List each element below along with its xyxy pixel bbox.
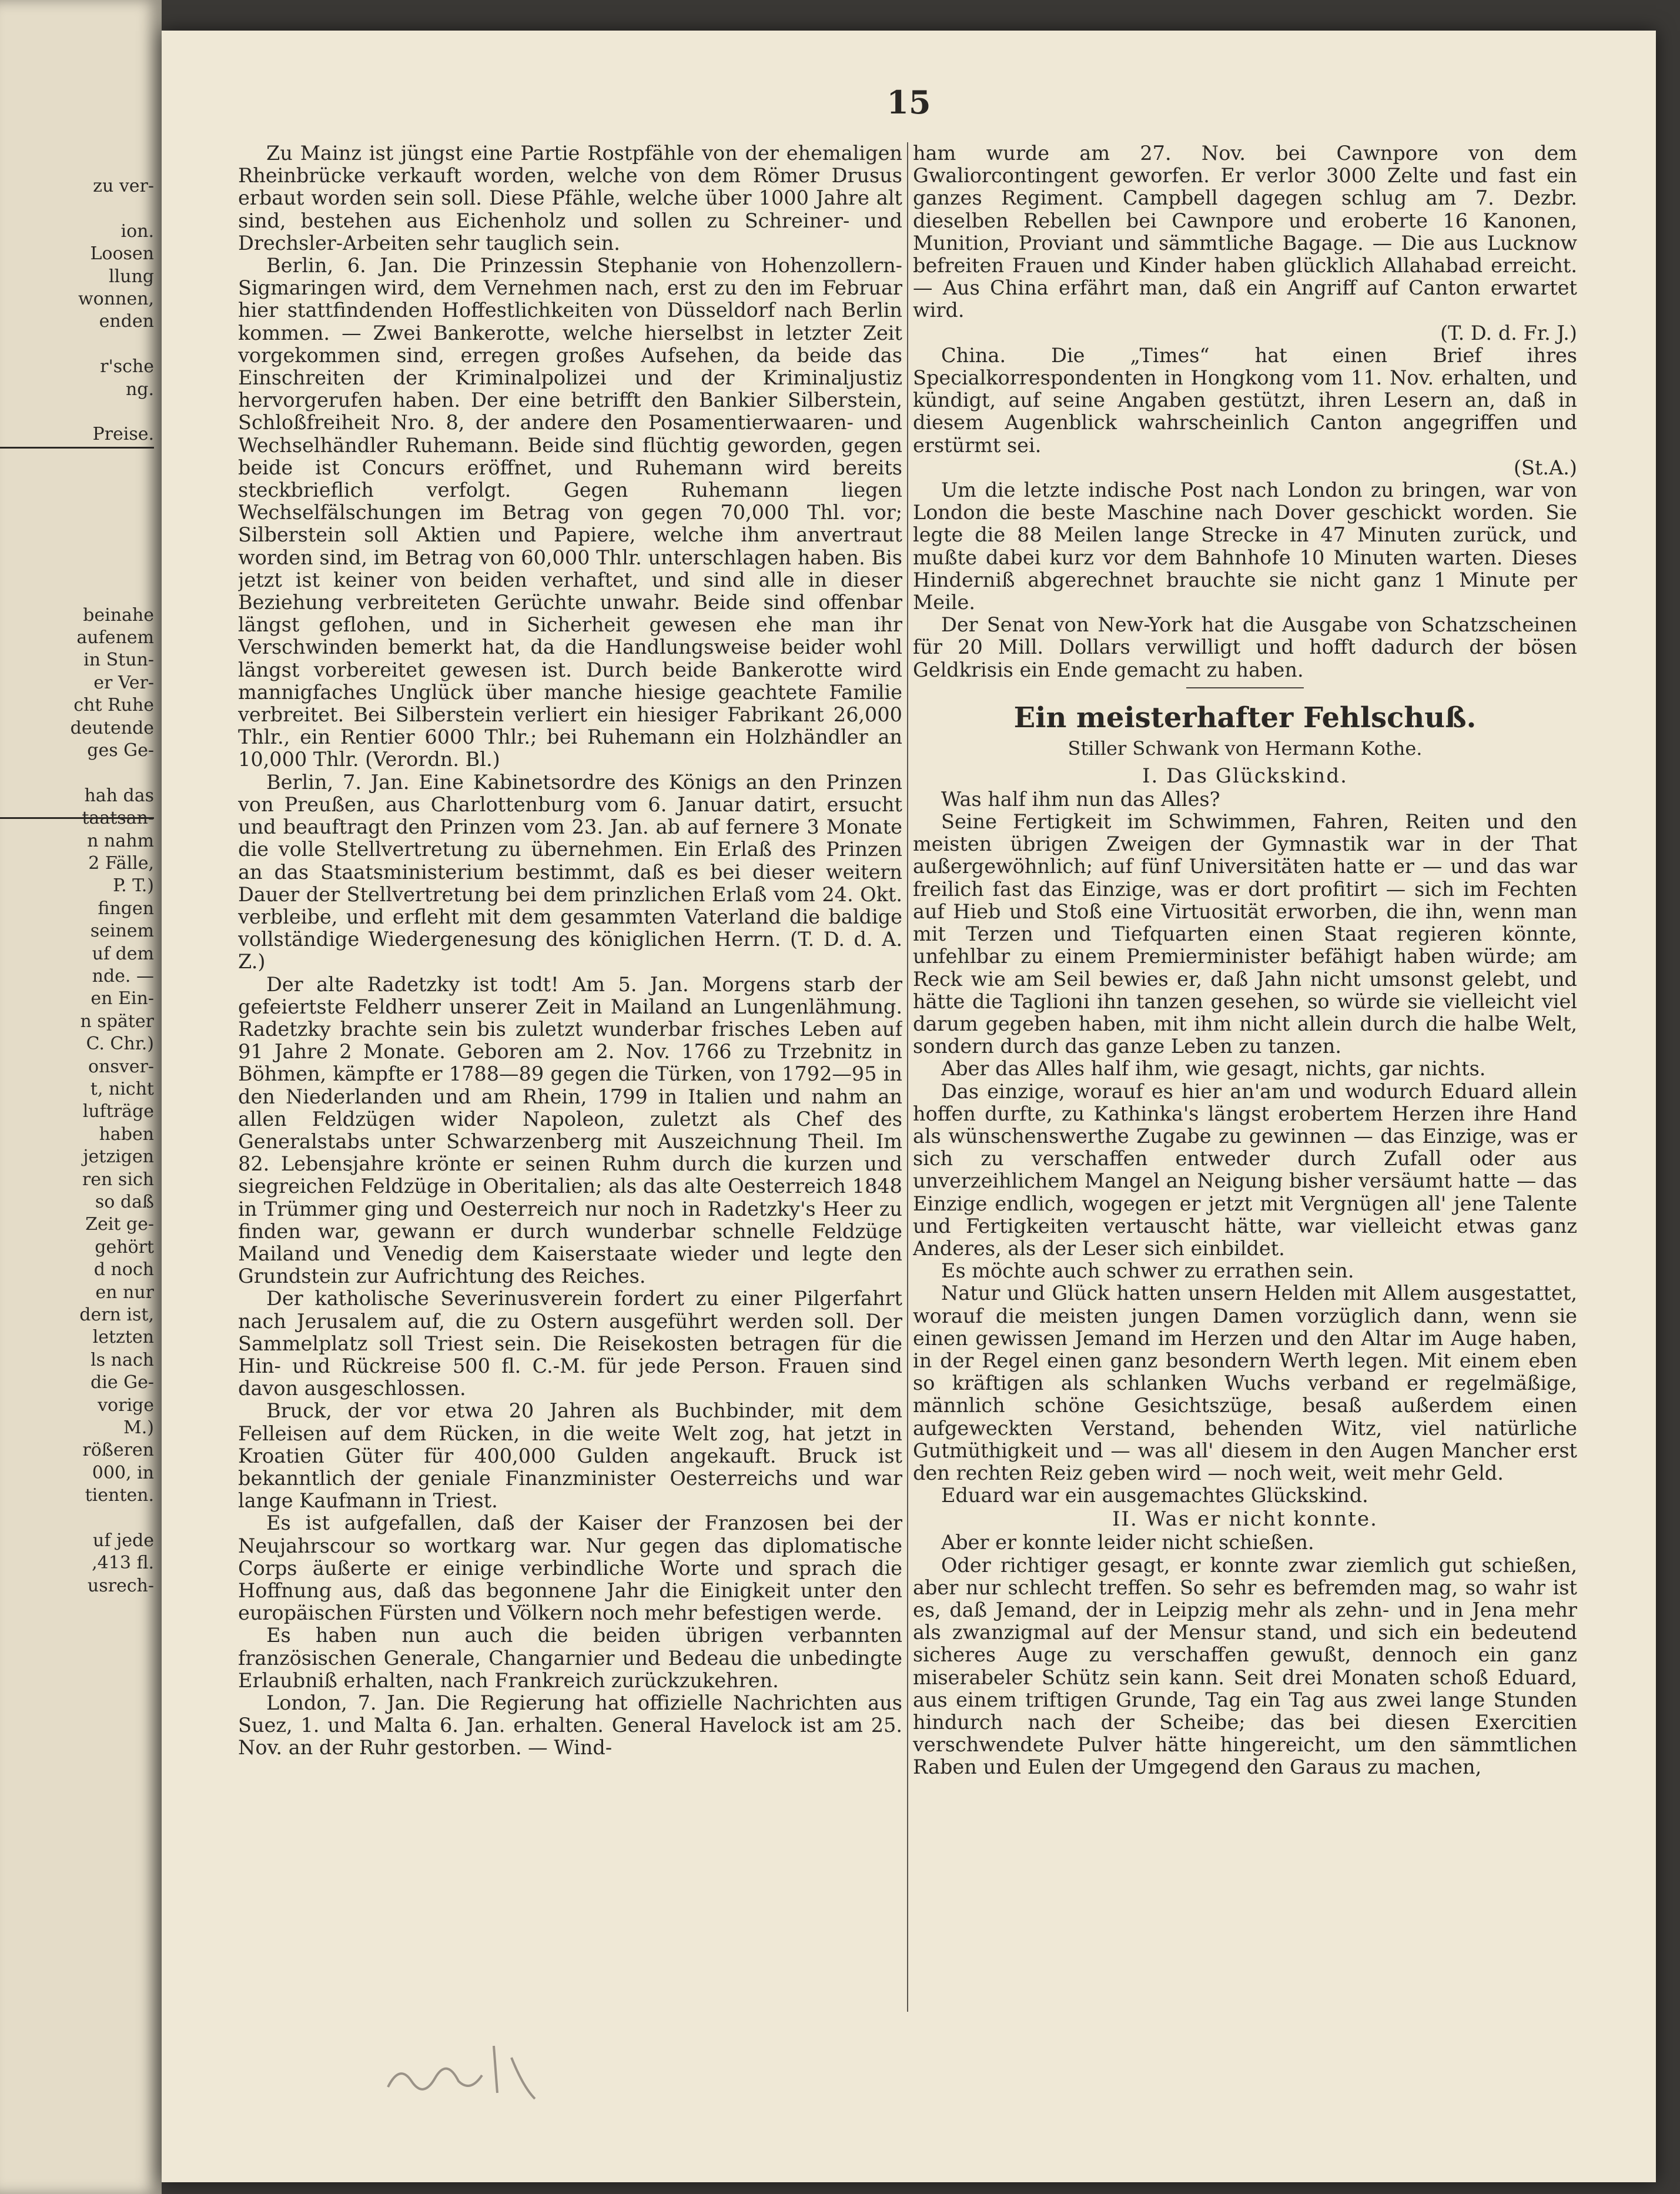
spine-text-fragment: wonnen, <box>78 289 154 309</box>
section-rule <box>1186 687 1304 688</box>
article-paragraph: Es ist aufgefallen, daß der Kaiser der Franzosen bei der Neujahrscour so wortkarg war. Nur gegen das diplomatische Corps äußerte er einige verbindliche Worte und sprach die Hoffnung aus, daß das begonnene Jahr die Einigkeit unter den europäischen Fürsten und Völkern noch mehr befestigen werde. <box>238 1511 902 1625</box>
column-divider <box>907 142 908 2012</box>
spine-text-fragment: nde. — <box>92 966 154 986</box>
spine-text-fragment: er Ver- <box>93 673 154 693</box>
spine-text-fragment: 2 Fälle, <box>88 854 154 874</box>
spine-text-fragment: r'sche <box>100 357 154 377</box>
section-heading: II. Was er nicht konnte. <box>1112 1507 1378 1531</box>
spine-text-fragment: en nur <box>95 1282 154 1303</box>
section-body <box>913 788 1577 1507</box>
spine-text-fragment: ls nach <box>91 1350 154 1370</box>
article-paragraph: Der alte Radetzky ist todt! Am 5. Jan. Morgens starb der gefeiertste Feldherr unserer Zeit in Mailand an Lungenlähmung. Radetzky brachte sein bis zuletzt wunderbar frisches Leben auf 91 Jahre 2 Monate. Geboren am 2. Nov. 1766 zu Trzebnitz in Böhmen, kämpfte er 1788—89 gegen die Türken, von 1792—95 in den Niederlanden und am Rhein, 1799 in Italien und nahm an allen Feldzügen wider Napoleon, zuletzt als Chef des Generalstabs unter Schwarzenberg mit Auszeichnung Theil. Im 82. Lebensjahre krönte er seinen Ruhm durch die kurzen und siegreichen Feldzüge in Oberitalien; als das alte Oesterreich 1848 in Trümmer ging und Oesterreich nur noch in Radetzky's Heer zu finden war, gewann er durch wunderbar schnelle Feldzüge Mailand und Venedig dem Kaiserstaate wieder und legte den Grundstein zur Aufrichtung des Reiches. <box>238 972 902 1288</box>
article-paragraph: Zu Mainz ist jüngst eine Partie Rostpfähle von der ehemaligen Rheinbrücke verkauft worden, welche von dem Römer Drusus erbaut worden sein soll. Diese Pfähle, welche über 1000 Jahre alt sind, bestehen aus Eichenholz und sollen zu Schreiner- und Drechsler-Arbeiten sehr tauglich sein. <box>238 142 902 255</box>
story-paragraph: Aber er konnte leider nicht schießen. <box>941 1531 1314 1554</box>
left-column <box>238 142 902 2082</box>
spine-text-fragment: beinahe <box>83 605 154 626</box>
right-column <box>913 142 1577 2082</box>
story-paragraph: Eduard war ein ausgemachtes Glückskind. <box>941 1484 1368 1507</box>
spine-text-fragment: onsver- <box>88 1056 154 1077</box>
spine-text-fragment: uf jede <box>93 1531 154 1551</box>
spine-text-fragment: ng. <box>125 379 154 400</box>
spine-text-fragment: tienten. <box>85 1486 154 1506</box>
page-number: 15 <box>886 83 931 121</box>
spine-text-fragment: deutende <box>70 718 154 738</box>
article-paragraph: London, 7. Jan. Die Regierung hat offizielle Nachrichten aus Suez, 1. und Malta 6. Jan. erhalten. General Havelock ist am 25. Nov. an der Ruhr gestorben. — Wind- <box>238 1691 902 1760</box>
story-paragraph: Es möchte auch schwer zu errathen sein. <box>941 1259 1354 1283</box>
spine-text-fragment: 000, in <box>92 1463 154 1483</box>
newspaper-page <box>162 31 1656 2182</box>
spine-text-fragment: vorige <box>98 1395 154 1416</box>
article-source: (T. D. d. Fr. J.) <box>1440 321 1577 345</box>
spine-text-fragment: letzten <box>92 1327 154 1348</box>
spine-text-fragment: in Stun- <box>83 650 154 671</box>
spine-text-fragment: zu ver- <box>93 176 154 196</box>
spine-text-fragment: enden <box>99 312 154 332</box>
spine-rule <box>0 447 154 449</box>
spine-text-fragment: so daß <box>95 1192 154 1212</box>
article-china: China. Die „Times“ hat einen Brief ihres Specialkorrespondenten in Hongkong vom 11. Nov. erhalten, und kündigt, auf seine Angaben gestützt, ihren Lesern an, daß in diesem Augenblick wahrscheinlich Canton angegriffen und erstürmt sei. <box>913 343 1577 457</box>
spine-text-fragment: cht Ruhe <box>73 695 154 716</box>
spine-text-fragment: haben <box>99 1124 154 1145</box>
spine-text-fragment: ion. <box>121 221 154 242</box>
spine-text-fragment: Zeit ge- <box>85 1215 154 1235</box>
section-heading: I. Das Glückskind. <box>1142 764 1348 788</box>
spine-text-fragment: n später <box>80 1011 154 1032</box>
spine-text-fragment: d noch <box>93 1260 154 1280</box>
spine-text-fragment: aufenem <box>76 628 154 648</box>
spine-text-fragment: P. T.) <box>112 876 154 897</box>
spine-text-fragment: ren sich <box>82 1169 154 1190</box>
spine-text-fragment: lufträge <box>82 1102 154 1122</box>
article-post: Um die letzte indische Post nach London zu bringen, war von London die beste Maschine nach Dover geschickt worden. Sie legte die 88 Meilen lange Strecke in 47 Minuten zurück, und mußte dabei kurz vor dem Bahnhofe 10 Minuten warten. Dieses Hinderniß abgerechnet brauchte sie nicht ganz 1 Minute per Meile. <box>913 479 1577 614</box>
article-paragraph: Berlin, 7. Jan. Eine Kabinetsordre des Königs an den Prinzen von Preußen, aus Charlottenburg vom 6. Januar datirt, ersucht und beauftragt den Prinzen vom 23. Jan. ab auf fernere 3 Monate die volle Stellvertretung zu übernehmen. Ein Erlaß des Prinzen an das Staatsministerium bestimmt, daß es bei dieser weitern Dauer der Stellvertretung bei dem prinzlichen Erlaß vom 24. Okt. verbleibe, und erfleht mit dem gesammten Vaterland die baldige vollständige Wiedergenesung des königlichen Herrn. (T. D. d. A. Z.) <box>238 770 902 974</box>
spine-text-fragment: M.) <box>123 1418 154 1438</box>
spine-text-fragment: ges Ge- <box>87 741 154 761</box>
story-paragraph: Das einzige, worauf es hier an'am und wodurch Eduard allein hoffen durfte, zu Kathinka's längst erobertem Herzen ihre Hand als wünschenswerthe Zugabe zu gewinnen — das Einzige, was er sich zu verschaffen entweder durch Zufall oder aus unverzeihlichem Mangel an Neigung bisher versäumt hatte — das Einzige endlich, wogegen er jetzt mit Vergnügen all' jene Talente und Fertigkeiten vertauscht hätte, war vielleicht etwas ganz Anderes, als der Leser sich einbildet. <box>913 1079 1577 1260</box>
pencil-scribble <box>376 2022 564 2111</box>
article-source: (St.A.) <box>1513 456 1577 479</box>
spine-text-fragment: fingen <box>98 898 154 919</box>
article-paragraph: Es haben nun auch die beiden übrigen verbannten französischen Generale, Changarnier und Bedeau die unbedingte Erlaubniß erhalten, nach Frankreich zurückzukehren. <box>238 1624 902 1692</box>
spine-text-fragment: t, nicht <box>90 1079 154 1099</box>
spine-text-fragment: seinem <box>90 921 154 942</box>
spine-text-fragment: rößeren <box>82 1440 154 1461</box>
spine-text-fragment: uf dem <box>92 944 154 964</box>
article-newyork: Der Senat von New-York hat die Ausgabe von Schatzscheinen für 20 Mill. Dollars verwilligt und hofft dadurch der bösen Geldkrisis ein Ende gemacht zu haben. <box>913 613 1577 681</box>
spine-text-fragment: dern ist, <box>79 1305 154 1325</box>
article-paragraph: Bruck, der vor etwa 20 Jahren als Buchbinder, mit dem Felleisen auf dem Rücken, in die weite Welt zog, hat jetzt in Kroatien Güter für 400,000 Gulden angekauft. Bruck ist bekanntlich der geniale Finanzminister Oesterreichs und war lange Kaufmann in Triest. <box>238 1399 902 1513</box>
spine-text-fragment: taatsan- <box>82 808 154 829</box>
spine-text-fragment: hah das <box>84 785 154 806</box>
story-paragraph: Was half ihm nun das Alles? <box>941 787 1220 811</box>
spine-text-fragment: die Ge- <box>91 1373 154 1393</box>
article-continuation: ham wurde am 27. Nov. bei Cawnpore von dem Gwaliorcontingent geworfen. Er verlor 3000 Zelte und fast ein ganzes Regiment. Campbell dagegen schlug am 7. Dezbr. dieselben Rebellen bei Cawnpore und eroberte 16 Kanonen, Munition, Proviant und sämmtliche Bagage. — Die aus Lucknow befreiten Frauen und Kinder haben glücklich Allahabad erreicht. — Aus China erfährt man, daß ein Angriff auf Canton erwartet wird. <box>913 142 1577 322</box>
spine-text-fragment: Preise. <box>92 424 154 445</box>
story-paragraph: Natur und Glück hatten unsern Helden mit Allem ausgestattet, worauf die meisten jungen Damen vorzüglich dann, wenn sie einen gewissen Jemand im Herzen und den Altar im Auge haben, in der Regel einen ganz besondern Werth legen. Mit einem eben so kräftigen als schlanken Wuchs verband er regelmäßige, männlich schöne Gesichtszüge, besaß außerdem einen aufgeweckten Verstand, behenden Witz, viel natürliche Gutmüthigkeit und — was all' diesem in den Augen Mancher erst den rechten Reiz geben wird — noch weit, weit mehr Geld. <box>913 1282 1577 1484</box>
story-title: Ein meisterhafter Fehlschuß. <box>1013 701 1477 734</box>
spine-text-fragment: ,413 fl. <box>92 1553 154 1574</box>
section-body <box>913 1531 1577 1778</box>
spine-text-fragment: jetzigen <box>83 1147 154 1168</box>
spine-text-fragment: usrech- <box>87 1576 154 1596</box>
story-subtitle: Stiller Schwank von Hermann Kothe. <box>1067 737 1423 760</box>
spine-text-fragment: C. Chr.) <box>86 1034 154 1055</box>
spine-text-fragment: Loosen <box>90 244 154 265</box>
story-paragraph: Seine Fertigkeit im Schwimmen, Fahren, Reiten und den meisten übrigen Zweigen der Gymnastik war in der That außergewöhnlich; auf fünf Universitäten hatte er — und das war freilich fast das Einzige, was er dort profitirt — sich im Fechten auf Hieb und Stoß eine Virtuosität erworben, die ihn, wenn man mit Terzen und Tiefquarten einen Staat regieren könnte, unfehlbar zu einem Premierminister befähigt haben würde; am Reck wie am Seil bewies er, daß Jahn nicht umsonst gelebt, und hätte die Taglioni ihn tanzen gesehen, so würde sie vielleicht viel darum gegeben haben, mit ihm nicht allein durch die halbe Welt, sondern durch das ganze Leben zu tanzen. <box>913 810 1577 1058</box>
spine-text-fragment: gehört <box>95 1237 154 1257</box>
spine-text-fragment: en Ein- <box>91 989 154 1009</box>
story-paragraph: Oder richtiger gesagt, er konnte zwar ziemlich gut schießen, aber nur schlecht treffen. So sehr es befremden mag, so wahr ist es, daß Jemand, der in Leipzig mehr als zehn- und in Jena mehr als zwanzigmal auf der Mensur stand, und sich ein bedeutend sicheres Auge zu verschaffen gewußt, dennoch ein ganz miserabeler Schütz sein kann. Seit drei Monaten schoß Eduard, aus einem triftigen Grunde, Tag ein Tag aus zwei lange Stunden hindurch nach der Scheibe; das bei diesen Exercitien verschwendete Pulver hätte hingereicht, um den sämmtlichen Raben und Eulen der Umgegend den Garaus zu machen, <box>913 1553 1577 1779</box>
article-paragraph: Berlin, 6. Jan. Die Prinzessin Stephanie von Hohenzollern-Sigmaringen wird, dem Vernehmen nach, erst zu den im Februar hier stattfindenden Hoffestlichkeiten von Düsseldorf nach Berlin kommen. — Zwei Bankerotte, welche hierselbst in letzter Zeit vorgekommen sind, erregen großes Aufsehen, da beide das Einschreiten der Kriminalpolizei und der Kriminaljustiz hervorgerufen haben. Der eine betrifft den Bankier Silberstein, Schloßfreiheit Nro. 8, der andere den Posamentierwaaren- und Wechselhändler Ruhemann. Beide sind flüchtig geworden, gegen beide ist Concurs eröffnet, und Ruhemann wird bereits steckbrieflich verfolgt. Gegen Ruhemann liegen Wechselfälschungen im Betrag von gegen 70,000 Thl. vor; Silberstein soll Aktien und Papiere, welche ihm anvertraut worden sind, im Betrag von 60,000 Thlr. unterschlagen haben. Bis jetzt ist keiner von beiden verhaftet, und sind alle in dieser Beziehung verbreiteten Gerüchte unwahr. Beide sind offenbar längst geflohen, und in Sicherheit gewesen ehe man ihr Verschwinden bemerkt hat, da die Handlungsweise beider wohl längst vorbereitet gewesen ist. Durch beide Bankerotte wird mannigfaches Unglück über manche hiesige geachtete Familie verbreitet. Bei Silberstein verliert ein hiesiger Fabrikant 26,000 Thlr., ein Rentier 6000 Thlr.; bei Ruhemann ein Holzhändler an 10,000 Thlr. (Verordn. Bl.) <box>238 254 902 771</box>
spine-rule <box>0 817 154 819</box>
spine-text-fragment: llung <box>108 266 154 287</box>
article-paragraph: Der katholische Severinusverein fordert zu einer Pilgerfahrt nach Jerusalem auf, die zu Ostern ausgeführt werden soll. Der Sammelplatz soll Triest sein. Die Reisekosten betragen für die Hin- und Rückreise 500 fl. C.-M. für jede Person. Frauen sind davon ausgeschlossen. <box>238 1287 902 1400</box>
story-paragraph: Aber das Alles half ihm, wie gesagt, nichts, gar nichts. <box>941 1057 1486 1081</box>
spine-text-fragment: n nahm <box>87 831 154 851</box>
adjacent-page-edge <box>0 0 162 2194</box>
